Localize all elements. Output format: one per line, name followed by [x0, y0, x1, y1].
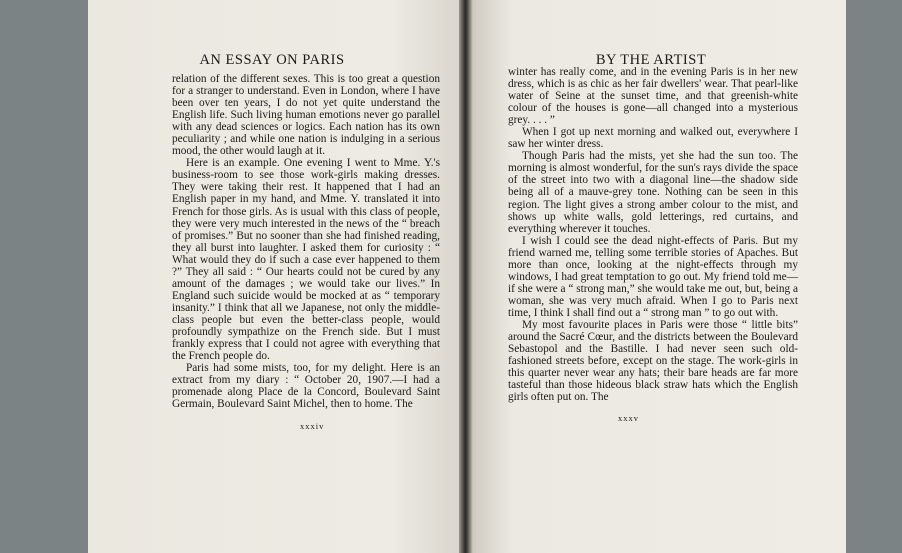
right-paragraph-1: winter has really come, and in the evening Paris is in her new dress, which is as chic as her fair dwellers' wear. That pearl-like water of Seine at the sunset time, and that greenish-white colour of the houses is gone—all changed into a mysterious grey. . . . ” [508, 66, 798, 127]
left-paragraph-2: Here is an example. One evening I went to Mme. Y.'s business-room to see those work-girls making dresses. They were taking their rest. It happened that I had an English paper in my hand, and Mme. Y. translated it into French for those girls. As is usual with this class of people, they were very much interested in the news of the “ breach of promises.” But no sooner than she had finished reading, they all burst into laughter. I asked them for curiosity : “ What would they do if such a case ever happened to them ?” They all said : “ Our hearts could not be cured by any amount of the damages ; we would take our lives.” In England such suicide would be mocked at as “ temporary insanity.” I think that all we Japanese, not only the middle-class people but even the better-class people, would profoundly sympathize on the French side. But I must frankly express that I could not agree with everything that the French people do. [172, 157, 440, 363]
left-running-head: AN ESSAY ON PARIS [199, 52, 345, 68]
left-page-text [172, 73, 440, 410]
right-page-text [508, 66, 798, 403]
right-paragraph-5: My most favourite places in Paris were those “ little bits” around the Sacré Cœur, and the districts between the Boulevard Sebastopol and the Bastille. I had never seen such old-fashioned streets before, except on the stage. The work-girls in this quarter never wear any hats; their bare heads are far more tasteful than those hideous black straw hats which the English girls often put on. The [508, 318, 798, 404]
left-paragraph-3: Paris had some mists, too, for my delight. Here is an extract from my diary : “ October 20, 1907.—I had a promenade along Place de la Concord, Boulevard Saint Germain, Boulevard Saint Michel, then to home. The [172, 362, 440, 411]
right-running-head: BY THE ARTIST [595, 52, 707, 68]
book-gutter [459, 0, 473, 553]
right-paragraph-4: I wish I could see the dead night-effects of Paris. But my friend warned me, telling some terrible stories of Apaches. But more than once, looking at the night-effects through my windows, I had great temptation to go out. My friend told me—if she were a “ strong man,” she would take me out, but, being a woman, she was very much afraid. When I go to Paris next time, I think I shall find out a “ strong man ” to go out with. [508, 234, 798, 319]
left-page [88, 0, 466, 553]
left-paragraph-1: relation of the different sexes. This is too great a question for a stranger to understand. Even in London, where I have been over ten years, I do not yet quite understand the English life. Such living human emotions never go parallel with any dead sciences or logics. Each nation has its own peculiarity ; and while one nation is indulging in a serious mood, the other would laugh at it. [172, 73, 440, 158]
right-page-number: xxxv [618, 413, 639, 423]
left-page-number: xxxiv [300, 421, 325, 431]
right-paragraph-3: Though Paris had the mists, yet she had the sun too. The morning is almost wonderful, for the sun's rays divide the space of the street into two with a diagonal line—the shadow side being all of a mauve-grey tone. Nothing can be seen in this region. The light gives a strong amber colour to the mist, and shows up white walls, gold letterings, red curtains, and everything wherever it touches. [508, 150, 798, 235]
right-paragraph-2: When I got up next morning and walked out, everywhere I saw her winter dress. [508, 126, 798, 151]
right-page [466, 0, 846, 553]
